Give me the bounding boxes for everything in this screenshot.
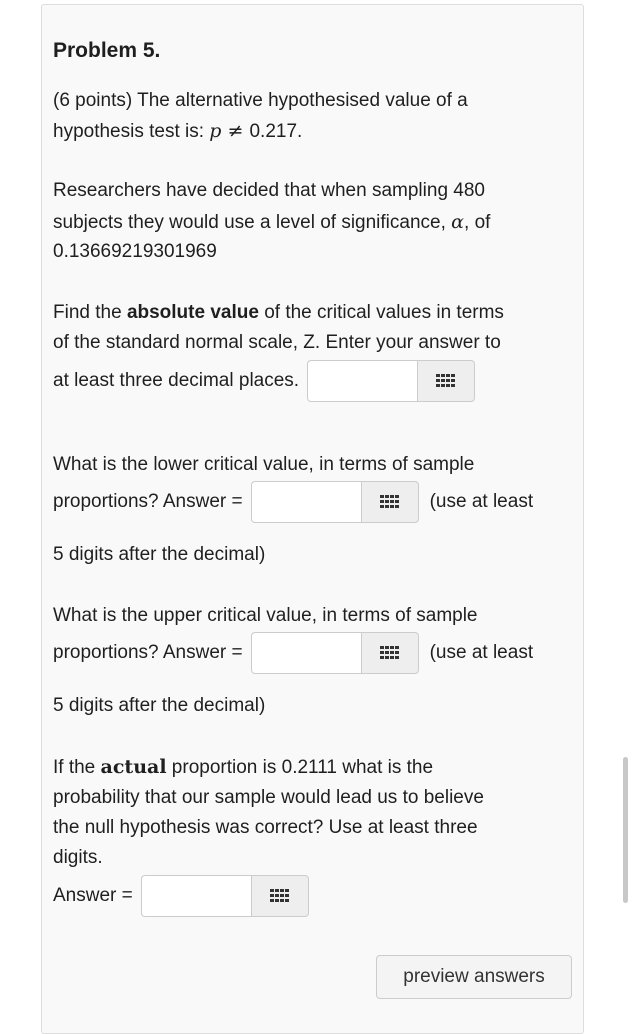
actual-line-1 [53, 752, 433, 783]
grid-icon [380, 646, 400, 660]
upper-answer-box [251, 632, 419, 674]
lower-equation-editor-button[interactable] [361, 481, 419, 523]
upper-line-3: 5 digits after the decimal) [53, 695, 266, 716]
alpha-symbol: α [451, 211, 465, 233]
hypothesis-math: p ≠ [209, 120, 250, 142]
preview-answers-button[interactable]: preview answers [376, 955, 572, 999]
lower-line-3: 5 digits after the decimal) [53, 544, 266, 565]
researchers-line-1: Researchers have decided that when sampling 480 [53, 180, 485, 201]
actual-post: proportion is 0.2111 what is the [166, 757, 434, 778]
lower-hint: (use at least [429, 491, 534, 512]
lower-answer-input[interactable] [251, 481, 361, 523]
researchers-end: , of [464, 212, 491, 233]
probability-answer-label: Answer = [53, 885, 133, 906]
actual-line-4: digits. [53, 847, 103, 868]
find-line-3: at least three decimal places. [53, 370, 300, 391]
upper-answer-row [53, 632, 533, 674]
actual-bold: actual [100, 756, 167, 778]
z-equation-editor-button[interactable] [417, 360, 475, 402]
upper-hint: (use at least [429, 642, 534, 663]
find-line-2: of the standard normal scale, Z. Enter your answer to [53, 332, 501, 353]
find-bold: absolute value [126, 302, 259, 323]
probability-equation-editor-button[interactable] [251, 875, 309, 917]
grid-icon [380, 495, 400, 509]
probability-answer-box [141, 875, 309, 917]
lower-line-1: What is the lower critical value, in terms of sample [53, 454, 475, 475]
lower-answer-row [53, 481, 533, 523]
scrollbar[interactable] [623, 757, 628, 903]
z-answer-input[interactable] [307, 360, 417, 402]
intro-line-2 [53, 116, 302, 147]
upper-equation-editor-button[interactable] [361, 632, 419, 674]
researchers-line-2 [53, 207, 490, 238]
z-answer-box [307, 360, 475, 402]
problem-title: Problem 5. [53, 39, 161, 62]
intro-line-1: (6 points) The alternative hypothesised value of a [53, 90, 468, 111]
lower-answer-label: proportions? Answer = [53, 491, 243, 512]
actual-line-2: probability that our sample would lead us to believe [53, 787, 484, 808]
actual-line-3: the null hypothesis was correct? Use at least three [53, 817, 478, 838]
grid-icon [270, 889, 290, 903]
significance-value: 0.13669219301969 [53, 241, 217, 262]
upper-answer-input[interactable] [251, 632, 361, 674]
lower-answer-box [251, 481, 419, 523]
find-post: of the critical values in terms [258, 302, 504, 323]
z-answer-row [53, 360, 486, 402]
find-line-1 [53, 298, 504, 328]
intro-text: hypothesis test is: [53, 121, 210, 142]
probability-answer-row [53, 875, 320, 917]
hypothesis-value: 0.217. [249, 121, 303, 142]
researchers-text: subjects they would use a level of significance, [53, 212, 452, 233]
find-pre: Find the [53, 302, 127, 323]
probability-answer-input[interactable] [141, 875, 251, 917]
upper-line-1: What is the upper critical value, in terms of sample [53, 605, 478, 626]
upper-answer-label: proportions? Answer = [53, 642, 243, 663]
actual-pre: If the [53, 757, 101, 778]
grid-icon [436, 374, 456, 388]
